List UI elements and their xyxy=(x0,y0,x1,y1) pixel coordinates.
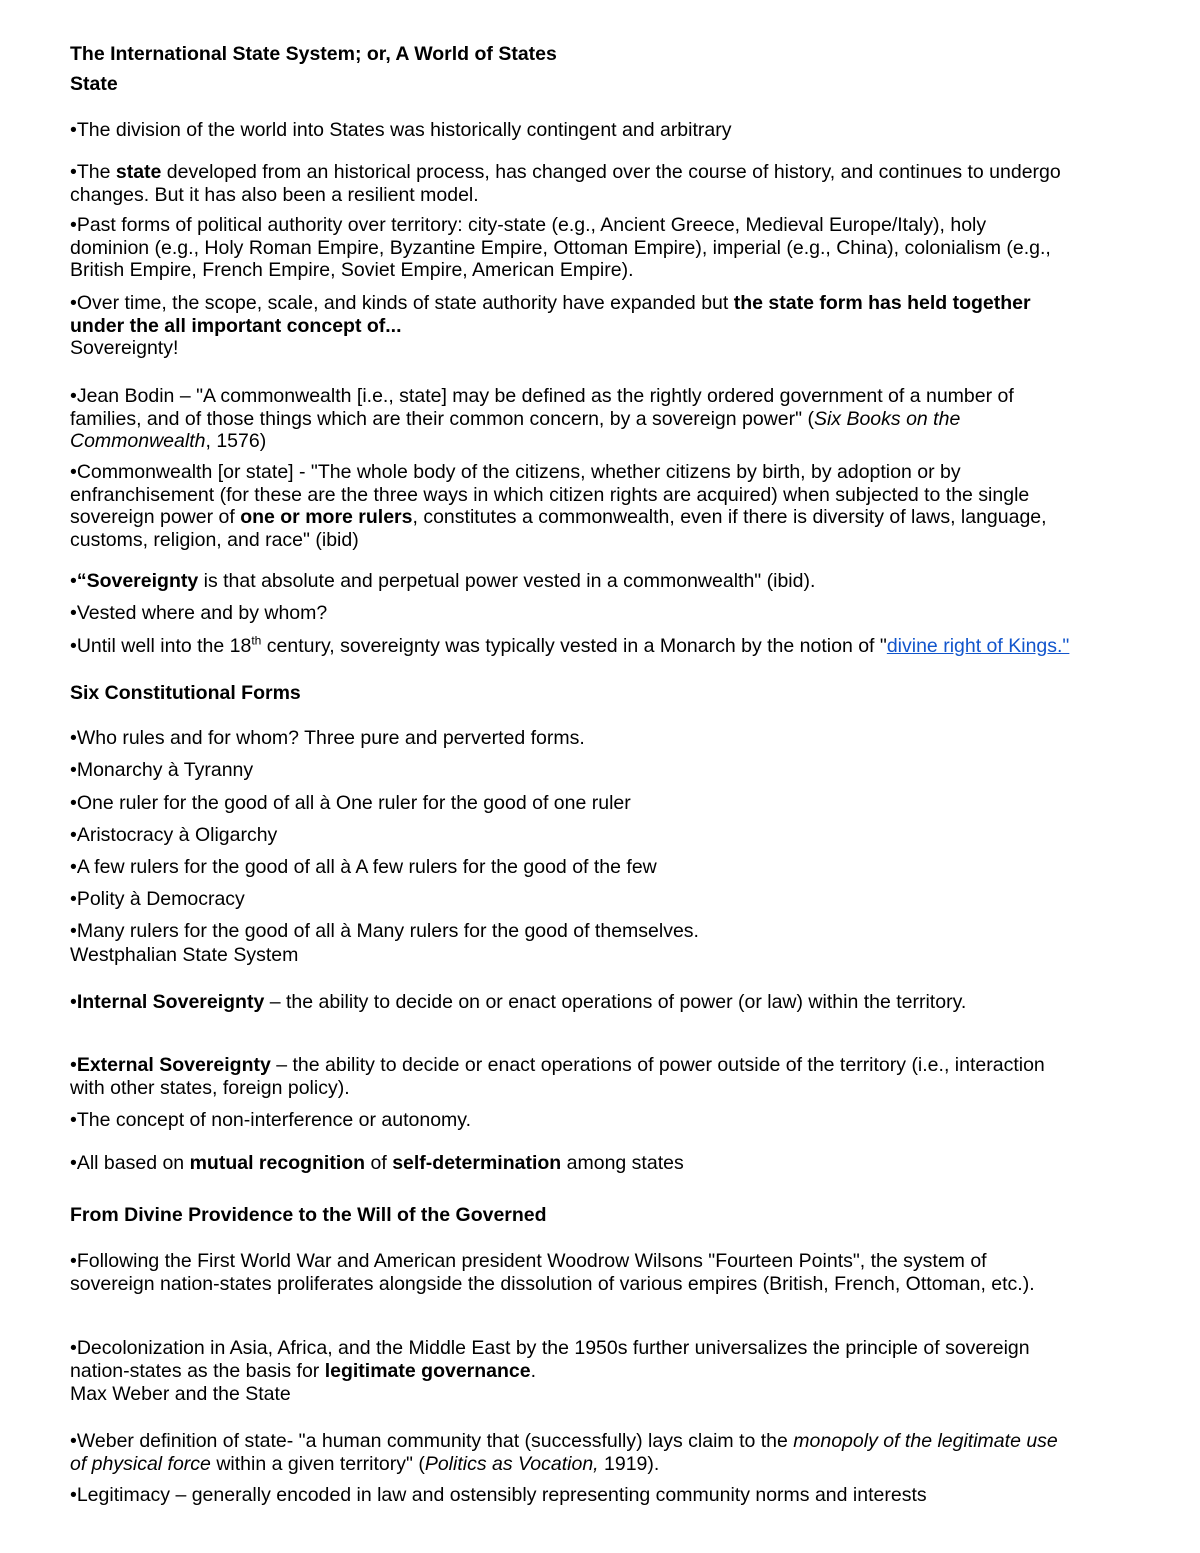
heading-max-weber: Max Weber and the State xyxy=(70,1383,291,1405)
paragraph-mutual-recognition: •All based on mutual recognition of self-determination among states xyxy=(70,1152,684,1174)
forms-item: •Who rules and for whom? Three pure and perverted forms. xyxy=(70,727,585,749)
paragraph-non-interference: •The concept of non-interference or autonomy. xyxy=(70,1109,472,1131)
divine-right-link[interactable]: divine right of Kings." xyxy=(886,635,1070,657)
paragraph-legitimacy: •Legitimacy – generally encoded in law and ostensibly representing community norms and interests xyxy=(70,1484,927,1506)
paragraph-division: •The division of the world into States was historically contingent and arbitrary xyxy=(70,119,732,141)
forms-item: •Polity à Democracy xyxy=(70,888,245,910)
forms-item: •One ruler for the good of all à One ruler for the good of one ruler xyxy=(70,792,631,814)
paragraph-external-sovereignty: •External Sovereignty – the ability to decide or enact operations of power outside of the territory (i.e., interaction with other states, foreign policy). xyxy=(70,1054,1045,1099)
paragraph-sovereignty-def: •“Sovereignty is that absolute and perpetual power vested in a commonwealth" (ibid). xyxy=(70,570,816,592)
heading-state: State xyxy=(70,73,118,95)
forms-item: •Many rulers for the good of all à Many rulers for the good of themselves. xyxy=(70,920,699,942)
forms-item: •Monarchy à Tyranny xyxy=(70,759,254,781)
sovereignty-exclaim: Sovereignty! xyxy=(70,337,179,359)
heading-westphalian: Westphalian State System xyxy=(70,944,299,966)
paragraph-internal-sovereignty: •Internal Sovereignty – the ability to decide on or enact operations of power (or law) within the territory. xyxy=(70,991,967,1013)
paragraph-past-forms: •Past forms of political authority over territory: city-state (e.g., Ancient Greece, Medieval Europe/Italy), holy dominion (e.g., Holy Roman Empire, Byzantine Empire, Ottoman Empire), imperial (e.g., China), colonialism (e.g., British Empire, French Empire, Soviet Empire, American Empire). xyxy=(70,214,1051,281)
paragraph-vested: •Vested where and by whom? xyxy=(70,602,328,624)
heading-six-forms: Six Constitutional Forms xyxy=(70,682,301,704)
paragraph-decolonization: •Decolonization in Asia, Africa, and the Middle East by the 1950s further universalizes the principle of sovereign nation-states as the basis for legitimate governance. xyxy=(70,1337,1030,1382)
paragraph-over-time: •Over time, the scope, scale, and kinds of state authority have expanded but the state form has held together under the all important concept of... Sovereignty! xyxy=(70,292,1031,359)
forms-item: •Aristocracy à Oligarchy xyxy=(70,824,278,846)
paragraph-weber-definition: •Weber definition of state- "a human community that (successfully) lays claim to the monopoly of the legitimate use of physical force within a given territory" (Politics as Vocation, 1919). xyxy=(70,1430,1058,1475)
heading-divine-providence: From Divine Providence to the Will of the Governed xyxy=(70,1204,547,1226)
forms-item: •A few rulers for the good of all à A few rulers for the good of the few xyxy=(70,856,657,878)
paragraph-state-developed: •The state developed from an historical process, has changed over the course of history, and continues to undergo changes. But it has also been a resilient model. xyxy=(70,161,1061,206)
paragraph-jean-bodin: •Jean Bodin – "A commonwealth [i.e., state] may be defined as the rightly ordered government of a number of families, and of those things which are their common concern, by a sovereign power" (Six Books on the Commonwealth, 1576) xyxy=(70,385,1014,452)
document-title: The International State System; or, A World of States xyxy=(70,43,557,65)
paragraph-eighteenth-century: •Until well into the 18th century, sovereignty was typically vested in a Monarch by the notion of "divine right of Kings." xyxy=(70,633,1070,657)
paragraph-first-world-war: •Following the First World War and American president Woodrow Wilsons "Fourteen Points", the system of sovereign nation-states proliferates alongside the dissolution of various empires (British, French, Ottoman, etc.). xyxy=(70,1250,1035,1295)
paragraph-commonwealth: •Commonwealth [or state] - "The whole body of the citizens, whether citizens by birth, by adoption or by enfranchisement (for these are the three ways in which citizen rights are acquired) when subjected to the single sovereign power of one or more rulers, constitutes a commonwealth, even if there is diversity of laws, language, customs, religion, and race" (ibid) xyxy=(70,461,1047,551)
